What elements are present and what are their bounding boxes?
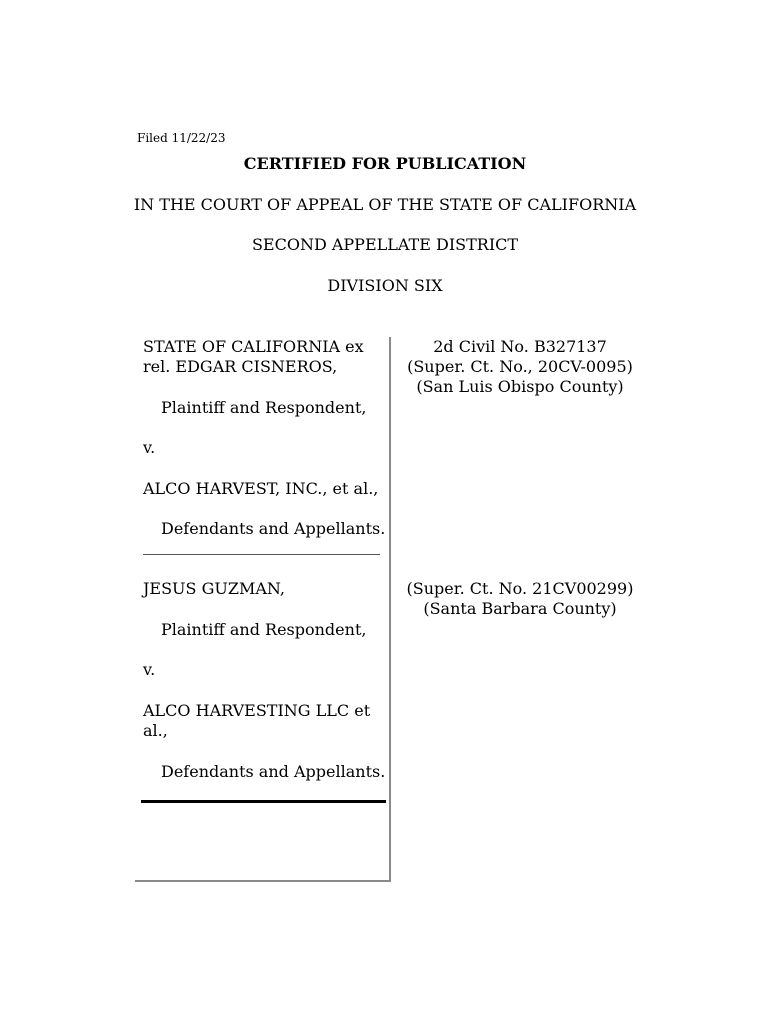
case1-case-number: 2d Civil No. B327137 [433, 337, 607, 356]
case-separator [143, 554, 380, 555]
case2-superior-court-number: (Super. Ct. No. 21CV00299) [406, 579, 634, 598]
case1-defendant: ALCO HARVEST, INC., et al., [143, 479, 379, 498]
case2-defendant-line1: ALCO HARVESTING LLC et [143, 701, 371, 720]
case1-superior-court-number: (Super. Ct. No., 20CV-0095) [407, 357, 633, 376]
case1-plaintiff-role: Plaintiff and Respondent, [161, 398, 367, 417]
caption-vertical-border [389, 337, 391, 882]
certified-heading: CERTIFIED FOR PUBLICATION [243, 154, 527, 173]
case2-county: (Santa Barbara County) [423, 599, 617, 618]
case1-plaintiff-line2: rel. EDGAR CISNEROS, [143, 357, 338, 376]
case2-plaintiff-role: Plaintiff and Respondent, [161, 620, 367, 639]
case1-plaintiff-line1: STATE OF CALIFORNIA ex [143, 337, 364, 356]
court-name: IN THE COURT OF APPEAL OF THE STATE OF CALIFORNIA [133, 195, 637, 214]
caption-end-rule [141, 800, 386, 803]
case2-defendant-role: Defendants and Appellants. [161, 762, 386, 781]
division: DIVISION SIX [327, 276, 443, 295]
case1-defendant-role: Defendants and Appellants. [161, 519, 386, 538]
caption-bottom-border [135, 880, 391, 882]
case2-plaintiff: JESUS GUZMAN, [143, 579, 285, 598]
appellate-district: SECOND APPELLATE DISTRICT [251, 235, 519, 254]
case1-county: (San Luis Obispo County) [416, 377, 624, 396]
case1-versus: v. [143, 438, 156, 457]
case2-defendant-line2: al., [143, 721, 168, 740]
filed-date: Filed 11/22/23 [137, 131, 226, 145]
case2-versus: v. [143, 660, 156, 679]
